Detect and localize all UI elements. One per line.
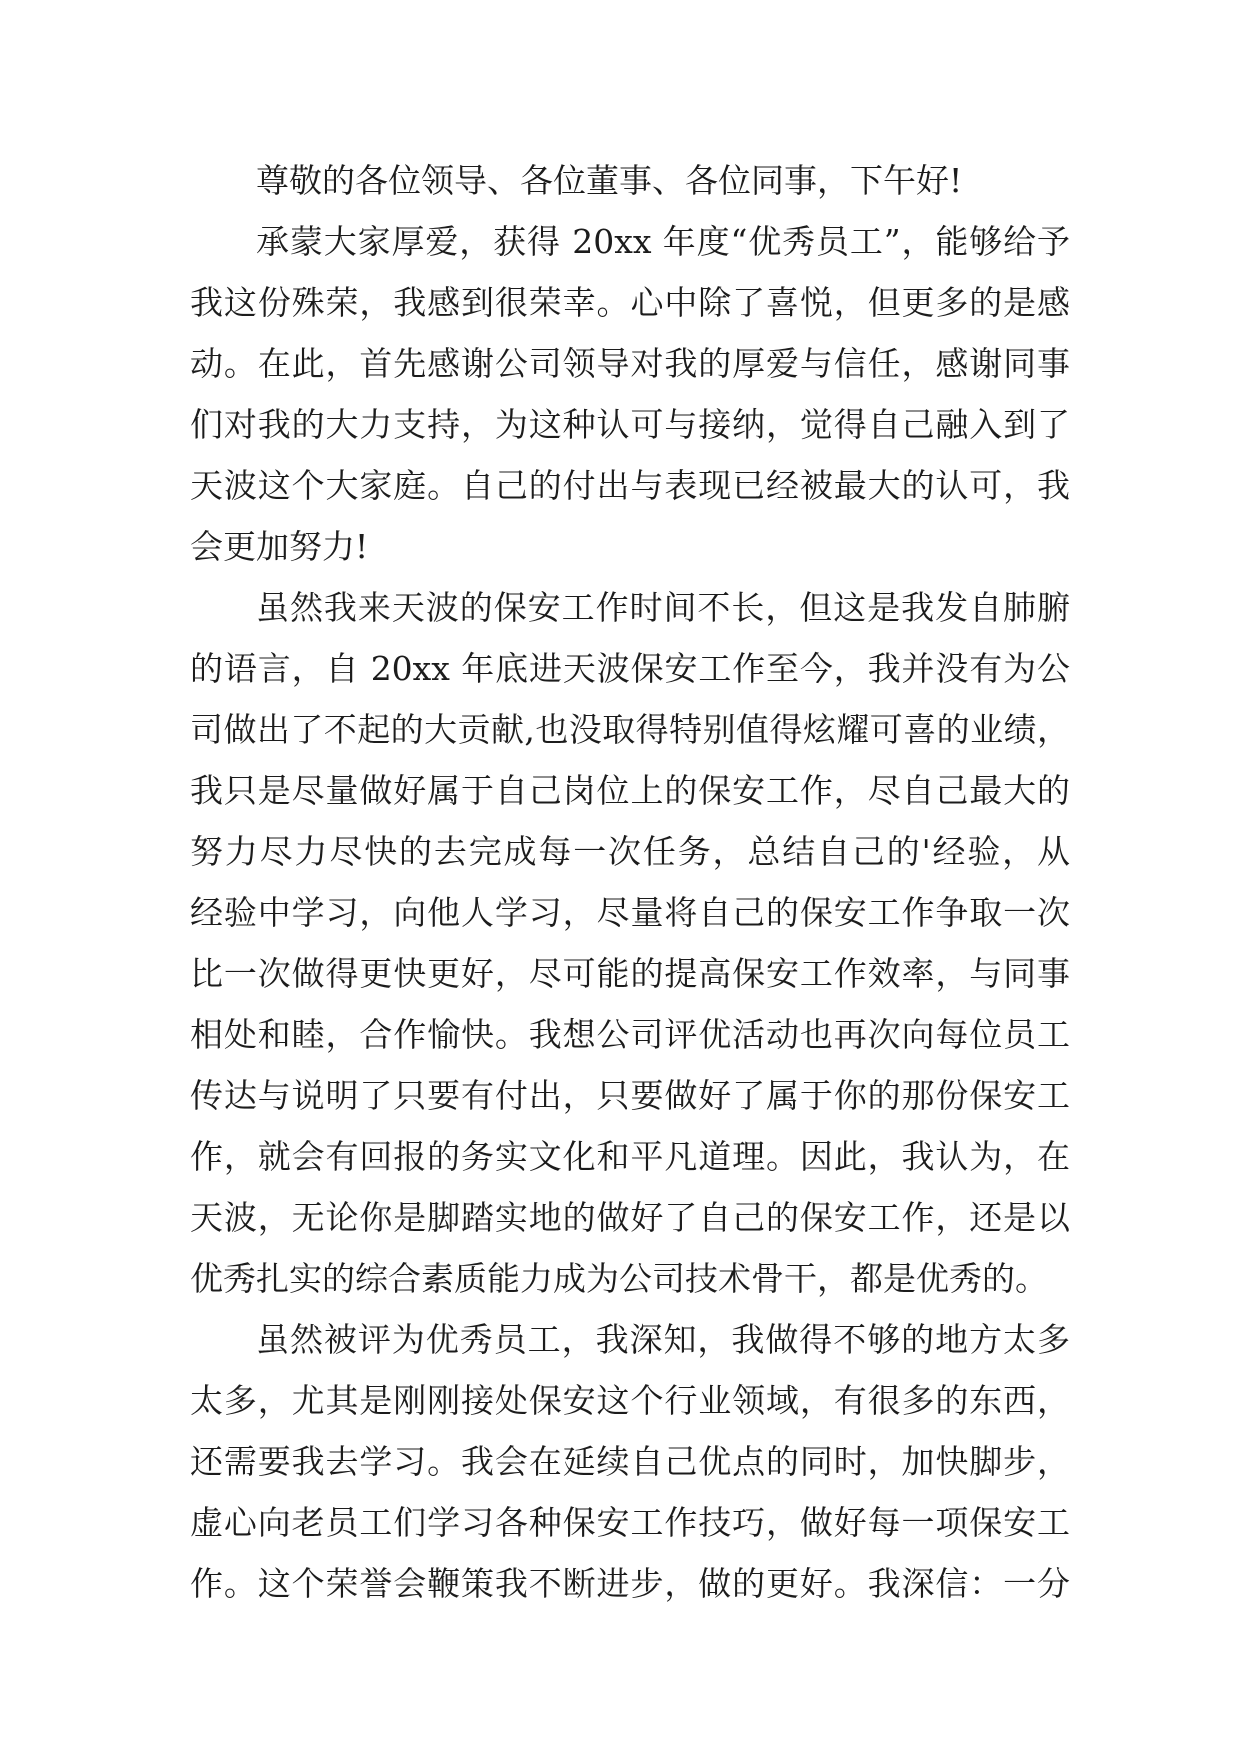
text-line: 作，就会有回报的务实文化和平凡道理。因此，我认为，在 [190,1137,1070,1176]
text-line: 比一次做得更快更好，尽可能的提高保安工作效率，与同事 [190,954,1070,993]
text-line: 努力尽力尽快的去完成每一次任务，总结自己的'经验，从 [190,832,1070,871]
text-line: 我只是尽量做好属于自己岗位上的保安工作，尽自己最大的 [190,771,1070,810]
text-line: 太多，尤其是刚刚接处保安这个行业领域，有很多的东西， [190,1381,1070,1420]
text-line: 天波，无论你是脚踏实地的做好了自己的保安工作，还是以 [190,1198,1070,1237]
text-line: 经验中学习，向他人学习，尽量将自己的保安工作争取一次 [190,893,1070,932]
text-line: 会更加努力! [190,527,369,566]
speech-body [190,150,1070,1614]
text-line: 还需要我去学习。我会在延续自己优点的同时，加快脚步， [190,1442,1070,1481]
text-line: 动。在此，首先感谢公司领导对我的厚爱与信任，感谢同事 [190,344,1070,383]
text-line: 尊敬的各位领导、各位董事、各位同事，下午好! [256,161,963,200]
text-line: 优秀扎实的综合素质能力成为公司技术骨干，都是优秀的。 [190,1259,1048,1298]
text-line: 虽然我来天波的保安工作时间不长，但这是我发自肺腑 [256,588,1070,627]
text-line: 虚心向老员工们学习各种保安工作技巧，做好每一项保安工 [190,1503,1070,1542]
text-line: 的语言，自 20xx 年底进天波保安工作至今，我并没有为公 [190,649,1070,688]
text-line: 们对我的大力支持，为这种认可与接纳，觉得自己融入到了 [190,405,1070,444]
text-line: 虽然被评为优秀员工，我深知，我做得不够的地方太多 [256,1320,1070,1359]
text-line: 司做出了不起的大贡献,也没取得特别值得炫耀可喜的业绩， [190,710,1070,749]
text-line: 传达与说明了只要有付出，只要做好了属于你的那份保安工 [190,1076,1070,1115]
text-line: 天波这个大家庭。自己的付出与表现已经被最大的认可，我 [190,466,1070,505]
text-line: 我这份殊荣，我感到很荣幸。心中除了喜悦，但更多的是感 [190,283,1070,322]
text-line: 相处和睦，合作愉快。我想公司评优活动也再次向每位员工 [190,1015,1070,1054]
text-line: 承蒙大家厚爱，获得 20xx 年度“优秀员工”，能够给予 [256,222,1070,261]
text-line: 作。这个荣誉会鞭策我不断进步，做的更好。我深信：一分 [190,1564,1070,1603]
